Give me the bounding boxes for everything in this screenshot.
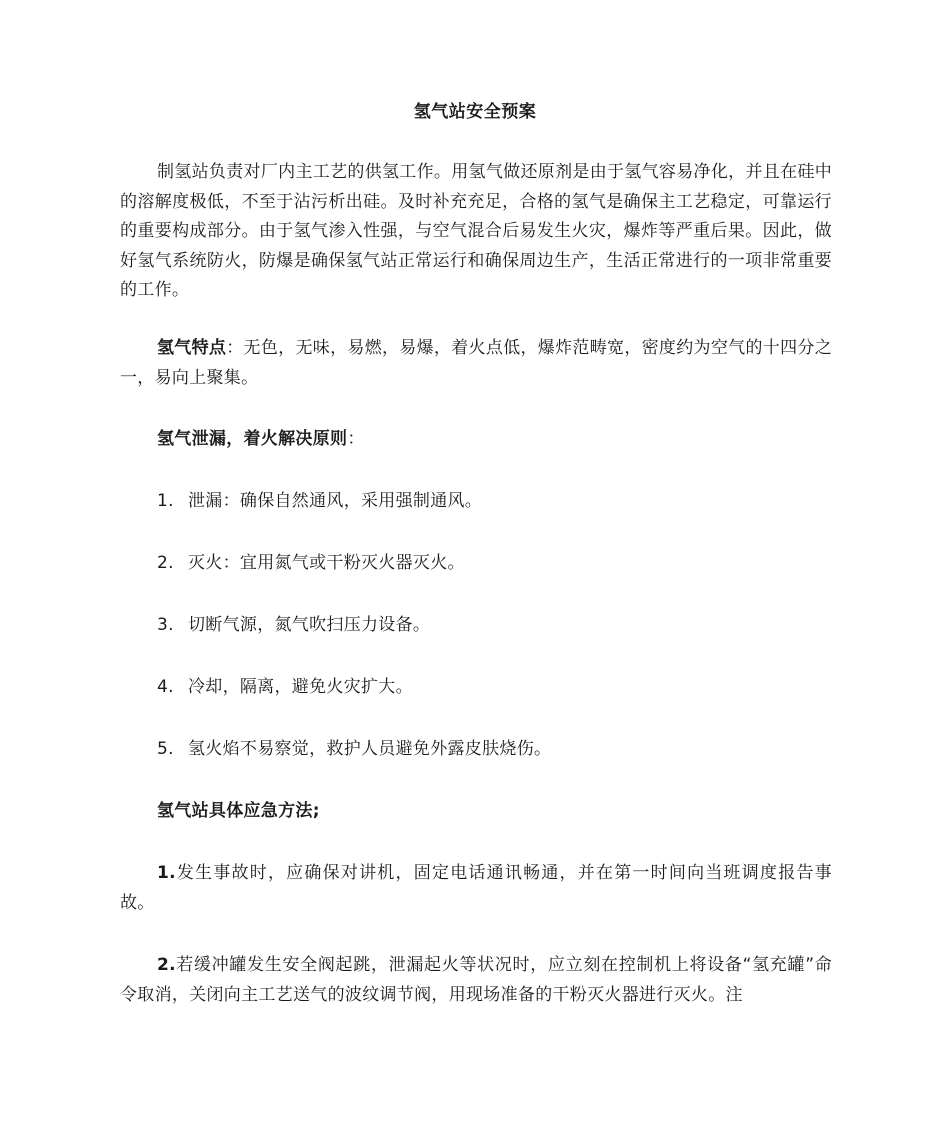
features-label: 氢气特点	[157, 338, 227, 358]
list-text: 灭火：宜用氮气或干粉灭火器灭火。	[188, 553, 465, 573]
principle-item-5	[157, 735, 551, 764]
list-text: 切断气源，氮气吹扫压力设备。	[188, 615, 431, 635]
principle-item-2	[157, 549, 465, 578]
principles-label: 氢气泄漏，着火解决原则	[157, 429, 348, 449]
step-text: 发生事故时，应确保对讲机，固定电话通讯畅通，并在第一时间向当班调度报告事故。	[120, 863, 832, 913]
list-number: 1.	[157, 491, 174, 511]
principles-heading	[157, 425, 365, 454]
document-title: 氢气站安全预案	[413, 102, 537, 122]
features-paragraph	[120, 334, 832, 393]
list-number: 3.	[157, 615, 174, 635]
step-number: 1.	[157, 863, 176, 883]
emergency-step-1	[120, 859, 832, 918]
principle-item-3	[157, 611, 430, 640]
principles-suffix: ：	[347, 429, 365, 449]
features-text: ：无色，无味，易燃，易爆，着火点低，爆炸范畴宽，密度约为空气的十四分之一，易向上聚集。	[120, 338, 832, 388]
step-text: 若缓冲罐发生安全阀起跳，泄漏起火等状况时，应立刻在控制机上将设备“氢充罐”命令取消，关闭向主工艺送气的波纹调节阀，用现场准备的干粉灭火器进行灭火。注	[120, 955, 832, 1005]
step-number: 2.	[157, 955, 176, 975]
principle-item-1	[157, 487, 482, 516]
principle-item-4	[157, 673, 413, 702]
list-number: 5.	[157, 739, 174, 759]
list-text: 氢火焰不易察觉，救护人员避免外露皮肤烧伤。	[188, 739, 552, 759]
list-number: 2.	[157, 553, 174, 573]
list-number: 4.	[157, 677, 174, 697]
list-text: 冷却，隔离，避免火灾扩大。	[188, 677, 413, 697]
emergency-heading: 氢气站具体应急方法;	[157, 801, 320, 821]
list-text: 泄漏：确保自然通风，采用强制通风。	[188, 491, 483, 511]
intro-paragraph: 制氢站负责对厂内主工艺的供氢工作。用氢气做还原剂是由于氢气容易净化，并且在硅中的溶解度极低，不至于沾污析出硅。及时补充充足，合格的氢气是确保主工艺稳定，可靠运行的重要构成部分。由于氢气渗入性强，与空气混合后易发生火灾，爆炸等严重后果。因此，做好氢气系统防火，防爆是确保氢气站正常运行和确保周边生产，生活正常进行的一项非常重要的工作。	[120, 162, 832, 300]
emergency-step-2	[120, 951, 832, 1010]
